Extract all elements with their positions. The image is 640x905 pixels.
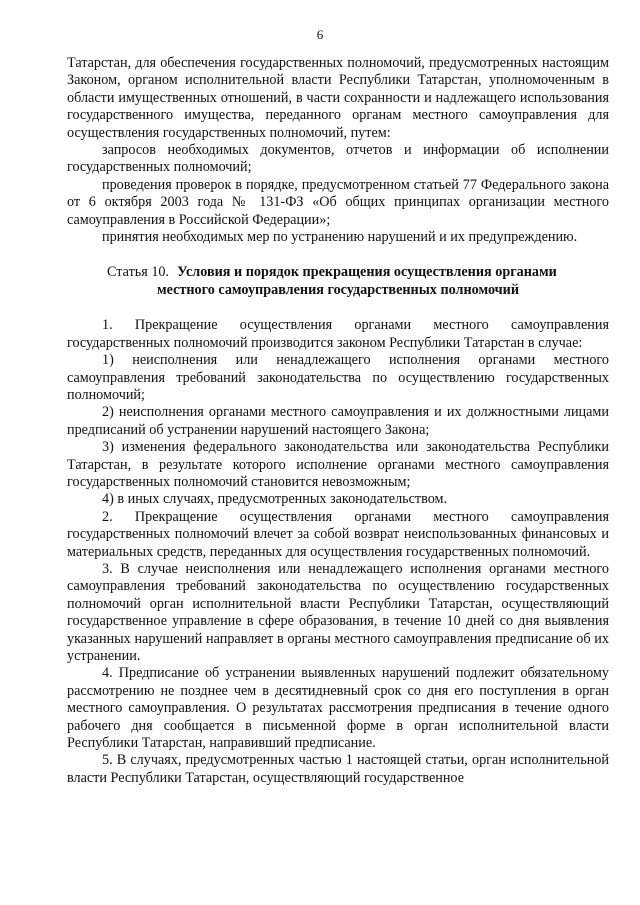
paragraph: принятия необходимых мер по устранению нарушений и их предупреждению. [102,229,578,246]
paragraph: 1. Прекращение осуществления органами местного самоуправления государственных полномочий производится законом Республики Татарстан в случае: [67,317,609,351]
paragraph: 3) изменения федерального законодательства или законодательства Республики Татарстан, в результате которого исполнение органами местного самоуправления государственных полномочий становится невозможным; [67,439,609,490]
intro-section [67,55,609,246]
page-number: 6 [316,27,324,42]
article-title-line-2: местного самоуправления государственных полномочий [156,281,520,298]
article-heading [67,264,609,299]
document-body [67,55,609,787]
paragraph: Татарстан, для обеспечения государственных полномочий, предусмотренных настоящим Законом, органом исполнительной власти Республики Татарстан, уполномоченным в области имущественных отношений, в части сохранности и надлежащего использования государственного имущества, переданного органам местного самоуправления для осуществления государственных полномочий, путем: [67,55,609,141]
article-title-line-1: Условия и порядок прекращения осуществления органами [177,264,557,281]
article-label: Статья 10. [107,264,170,281]
paragraph: 4) в иных случаях, предусмотренных законодательством. [102,491,448,508]
paragraph: запросов необходимых документов, отчетов и информации об исполнении государственных полномочий; [67,142,609,176]
article-body [67,317,609,787]
paragraph: проведения проверок в порядке, предусмотренном статьей 77 Федерального закона от 6 октября 2003 года № 131-ФЗ «Об общих принципах организации местного самоуправления в Российской Федерации»; [67,176,609,228]
paragraph: 1) неисполнения или ненадлежащего исполнения органами местного самоуправления требований законодательства по осуществлению государственных полномочий; [67,352,609,403]
paragraph: 4. Предписание об устранении выявленных нарушений подлежит обязательному рассмотрению не позднее чем в десятидневный срок со дня его поступления в орган местного самоуправления. О результатах рассмотрения предписания в течение одного рабочего дня сообщается в письменной форме в орган исполнительной власти Республики Татарстан, направивший предписание. [67,665,609,752]
paragraph: 2) неисполнения органами местного самоуправления и их должностными лицами предписаний об устранении нарушений настоящего Закона; [67,404,609,438]
paragraph: 3. В случае неисполнения или ненадлежащего исполнения органами местного самоуправления требований законодательства по осуществлению государственных полномочий орган исполнительной власти Республики Татарстан, осуществляющий государственное управление в сфере образования, в течение 10 дней со дня выявления указанных нарушений направляет в органы местного самоуправления предписание об их устранении. [67,560,609,664]
paragraph: 5. В случаях, предусмотренных частью 1 настоящей статьи, орган исполнительной власти Республики Татарстан, осуществляющий государственное [67,752,609,786]
paragraph: 2. Прекращение осуществления органами местного самоуправления государственных полномочий влечет за собой возврат неиспользованных финансовых и материальных средств, переданных для осуществления государственных полномочий. [67,508,609,560]
